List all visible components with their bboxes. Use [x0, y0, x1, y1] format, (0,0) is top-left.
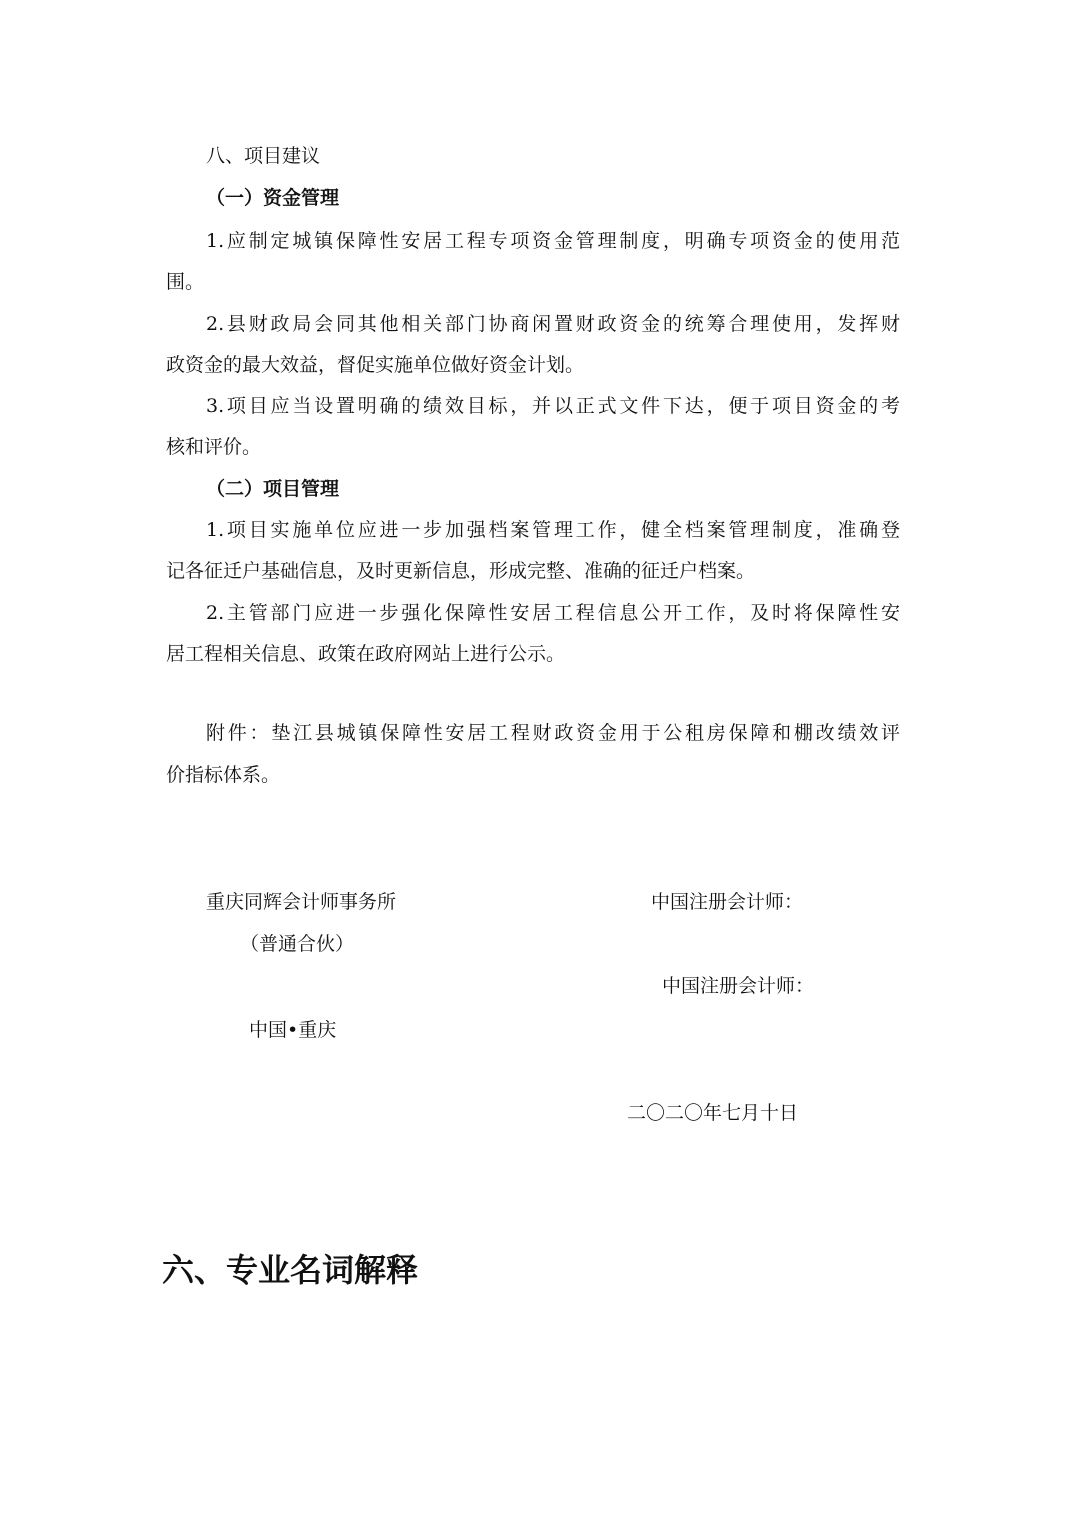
funds-item-1-line-2: 围。: [166, 271, 205, 293]
subsection-heading-project: （二）项目管理: [206, 478, 340, 500]
funds-item-3-line-2: 核和评价。: [166, 436, 262, 458]
project-item-1-line-1: 1.项目实施单位应进一步加强档案管理工作，健全档案管理制度，准确登: [206, 519, 900, 541]
subsection-heading-funds: （一）资金管理: [206, 187, 340, 209]
project-item-2-line-1: 2.主管部门应进一步强化保障性安居工程信息公开工作，及时将保障性安: [206, 602, 900, 624]
section-heading: 八、项目建议: [206, 145, 321, 167]
firm-type: （普通合伙）: [240, 933, 355, 955]
next-section-heading: 六、专业名词解释: [162, 1251, 419, 1289]
funds-item-1-line-1: 1.应制定城镇保障性安居工程专项资金管理制度，明确专项资金的使用范: [206, 230, 900, 252]
cpa-signature-label-2: 中国注册会计师：: [662, 975, 815, 997]
cpa-signature-label-1: 中国注册会计师：: [651, 891, 804, 913]
report-date: 二〇二〇年七月十日: [627, 1102, 799, 1124]
attachment-line-1: 附件：垫江县城镇保障性安居工程财政资金用于公租房保障和棚改绩效评: [206, 722, 900, 744]
project-item-2-line-2: 居工程相关信息、政策在政府网站上进行公示。: [166, 643, 566, 665]
funds-item-2-line-1: 2.县财政局会同其他相关部门协商闲置财政资金的统筹合理使用，发挥财: [206, 313, 900, 335]
firm-name: 重庆同辉会计师事务所: [206, 891, 397, 913]
project-item-1-line-2: 记各征迁户基础信息，及时更新信息，形成完整、准确的征迁户档案。: [166, 560, 756, 582]
funds-item-3-line-1: 3.项目应当设置明确的绩效目标，并以正式文件下达，便于项目资金的考: [206, 395, 900, 417]
attachment-line-2: 价指标体系。: [166, 764, 281, 786]
funds-item-2-line-2: 政资金的最大效益，督促实施单位做好资金计划。: [166, 354, 585, 376]
firm-location: 中国•重庆: [249, 1019, 337, 1041]
